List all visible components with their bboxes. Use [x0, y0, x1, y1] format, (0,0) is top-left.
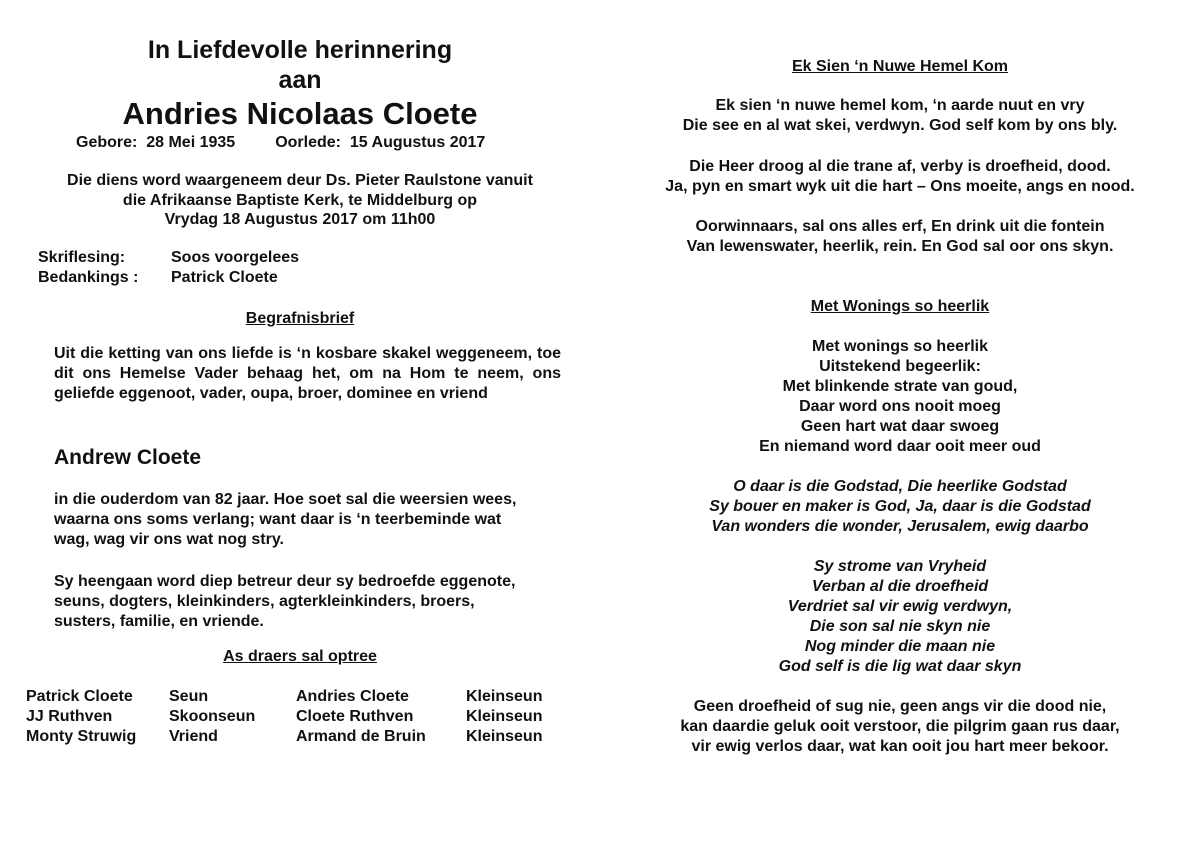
verse-line: Oorwinnaars, sal ons alles erf, En drink uit die fontein: [695, 218, 1105, 235]
known-name: Andrew Cloete: [54, 446, 202, 469]
hymn-1-verse-2: [600, 157, 1200, 197]
verse-line: Geen droefheid of sug nie, geen angs vir die dood nie,: [693, 698, 1107, 715]
bearer-name: JJ Ruthven: [26, 708, 113, 725]
verse-line: kan daardie geluk ooit verstoor, die pilgrim gaan rus daar,: [680, 718, 1120, 735]
bearer-relation: Kleinseun: [466, 708, 543, 725]
hymn-2-chorus: [600, 477, 1200, 537]
memorial-heading-aan: aan: [278, 66, 322, 94]
verse-line: O daar is die Godstad, Die heerlike Godstad: [733, 478, 1067, 495]
thanks-row: [38, 268, 299, 288]
thanks-value: Patrick Cloete: [171, 269, 278, 286]
verse-line: Ja, pyn en smart wyk uit die hart – Ons moeite, angs en nood.: [665, 178, 1135, 195]
bearer-name: Patrick Cloete: [26, 688, 133, 705]
service-line: die Afrikaanse Baptiste Kerk, te Middelburg op: [122, 191, 478, 209]
verse-line: Sy strome van Vryheid: [813, 558, 987, 575]
funeral-letter-paragraph-3: [54, 572, 561, 632]
hymn-2-verse-3: [600, 697, 1200, 757]
hymn-2-verse-2: [600, 557, 1200, 677]
hymn-2-verse-1: [600, 337, 1200, 457]
deceased-full-name: Andries Nicolaas Cloete: [122, 96, 478, 131]
memorial-heading: In Liefdevolle herinnering: [147, 36, 453, 64]
bearer-relation: Seun: [169, 688, 209, 705]
death-date: Oorlede: 15 Augustus 2017: [275, 134, 486, 151]
right-page: [600, 0, 1200, 844]
service-details: [0, 171, 600, 230]
funeral-letter-paragraph-2: [54, 490, 561, 550]
verse-line: Ek sien ‘n nuwe hemel kom, ‘n aarde nuut en vry: [715, 97, 1085, 114]
verse-line: Met wonings so heerlik: [811, 338, 989, 355]
verse-line: vir ewig verlos daar, wat kan ooit jou hart meer bekoor.: [691, 738, 1109, 755]
verse-line: Die see en al wat skei, verdwyn. God self kom by ons bly.: [682, 117, 1118, 134]
bearer-name: Cloete Ruthven: [296, 708, 414, 725]
bearer-relation: Skoonseun: [169, 708, 256, 725]
verse-line: Uitstekend begeerlik:: [819, 358, 981, 375]
verse-line: Die Heer droog al die trane af, verby is droefheid, dood.: [689, 158, 1111, 175]
scripture-value: Soos voorgelees: [171, 249, 300, 266]
funeral-letter-paragraph-1: Uit die ketting van ons liefde is ‘n kosbare skakel weggeneem, toe dit ons Hemelse Vader behaag het, om na Hom te neem, ons geliefde eggenoot, vader, oupa, broer, dominee en vriend: [54, 345, 561, 402]
hymn-1-verse-3: [600, 217, 1200, 257]
verse-line: God self is die lig wat daar skyn: [778, 658, 1022, 675]
verse-line: Die son sal nie skyn nie: [809, 618, 991, 635]
paragraph-line: susters, familie, en vriende.: [54, 613, 264, 630]
pallbearer-row: [26, 727, 566, 747]
verse-line: Verban al die droefheid: [811, 578, 989, 595]
paragraph-line: wag, wag vir ons wat nog stry.: [54, 531, 284, 548]
pallbearers-table: [26, 687, 566, 747]
hymn-1-title: Ek Sien ‘n Nuwe Hemel Kom: [791, 58, 1009, 75]
service-program: [38, 248, 299, 288]
bearer-name: Armand de Bruin: [296, 728, 426, 745]
verse-line: Daar word ons nooit moeg: [799, 398, 1001, 415]
scripture-row: [38, 248, 299, 268]
verse-line: Geen hart wat daar swoeg: [800, 418, 1000, 435]
pallbearer-row: [26, 707, 566, 727]
scripture-label: Skriflesing:: [38, 249, 126, 266]
hymn-2-title: Met Wonings so heerlik: [810, 298, 990, 315]
birth-date: Gebore: 28 Mei 1935: [76, 134, 236, 151]
funeral-letter-heading: Begrafnisbrief: [245, 310, 355, 327]
bearer-relation: Kleinseun: [466, 688, 543, 705]
paragraph-line: in die ouderdom van 82 jaar. Hoe soet sal die weersien wees,: [54, 491, 517, 508]
birth-death-dates: [76, 134, 485, 152]
verse-line: Sy bouer en maker is God, Ja, daar is die Godstad: [709, 498, 1091, 515]
verse-line: Nog minder die maan nie: [804, 638, 996, 655]
paragraph-line: Sy heengaan word diep betreur deur sy bedroefde eggenote,: [54, 573, 516, 590]
pallbearers-heading: As draers sal optree: [223, 648, 377, 665]
bearer-name: Monty Struwig: [26, 728, 137, 745]
service-line: Vrydag 18 Augustus 2017 om 11h00: [164, 211, 436, 228]
verse-line: Met blinkende strate van goud,: [782, 378, 1018, 395]
verse-line: Van lewenswater, heerlik, rein. En God sal oor ons skyn.: [686, 238, 1114, 255]
pallbearer-row: [26, 687, 566, 707]
verse-line: Van wonders die wonder, Jerusalem, ewig daarbo: [711, 518, 1089, 535]
verse-line: En niemand word daar ooit meer oud: [759, 438, 1041, 455]
bearer-relation: Vriend: [169, 728, 218, 745]
paragraph-line: waarna ons soms verlang; want daar is ‘n teerbeminde wat: [54, 511, 502, 528]
paragraph-line: seuns, dogters, kleinkinders, agterkleinkinders, broers,: [54, 593, 475, 610]
thanks-label: Bedankings :: [38, 269, 139, 286]
service-line: Die diens word waargeneem deur Ds. Pieter Raulstone vanuit: [67, 172, 533, 189]
hymn-1-verse-1: [600, 96, 1200, 136]
verse-line: Verdriet sal vir ewig verdwyn,: [787, 598, 1013, 615]
bearer-name: Andries Cloete: [296, 688, 409, 705]
bearer-relation: Kleinseun: [466, 728, 543, 745]
